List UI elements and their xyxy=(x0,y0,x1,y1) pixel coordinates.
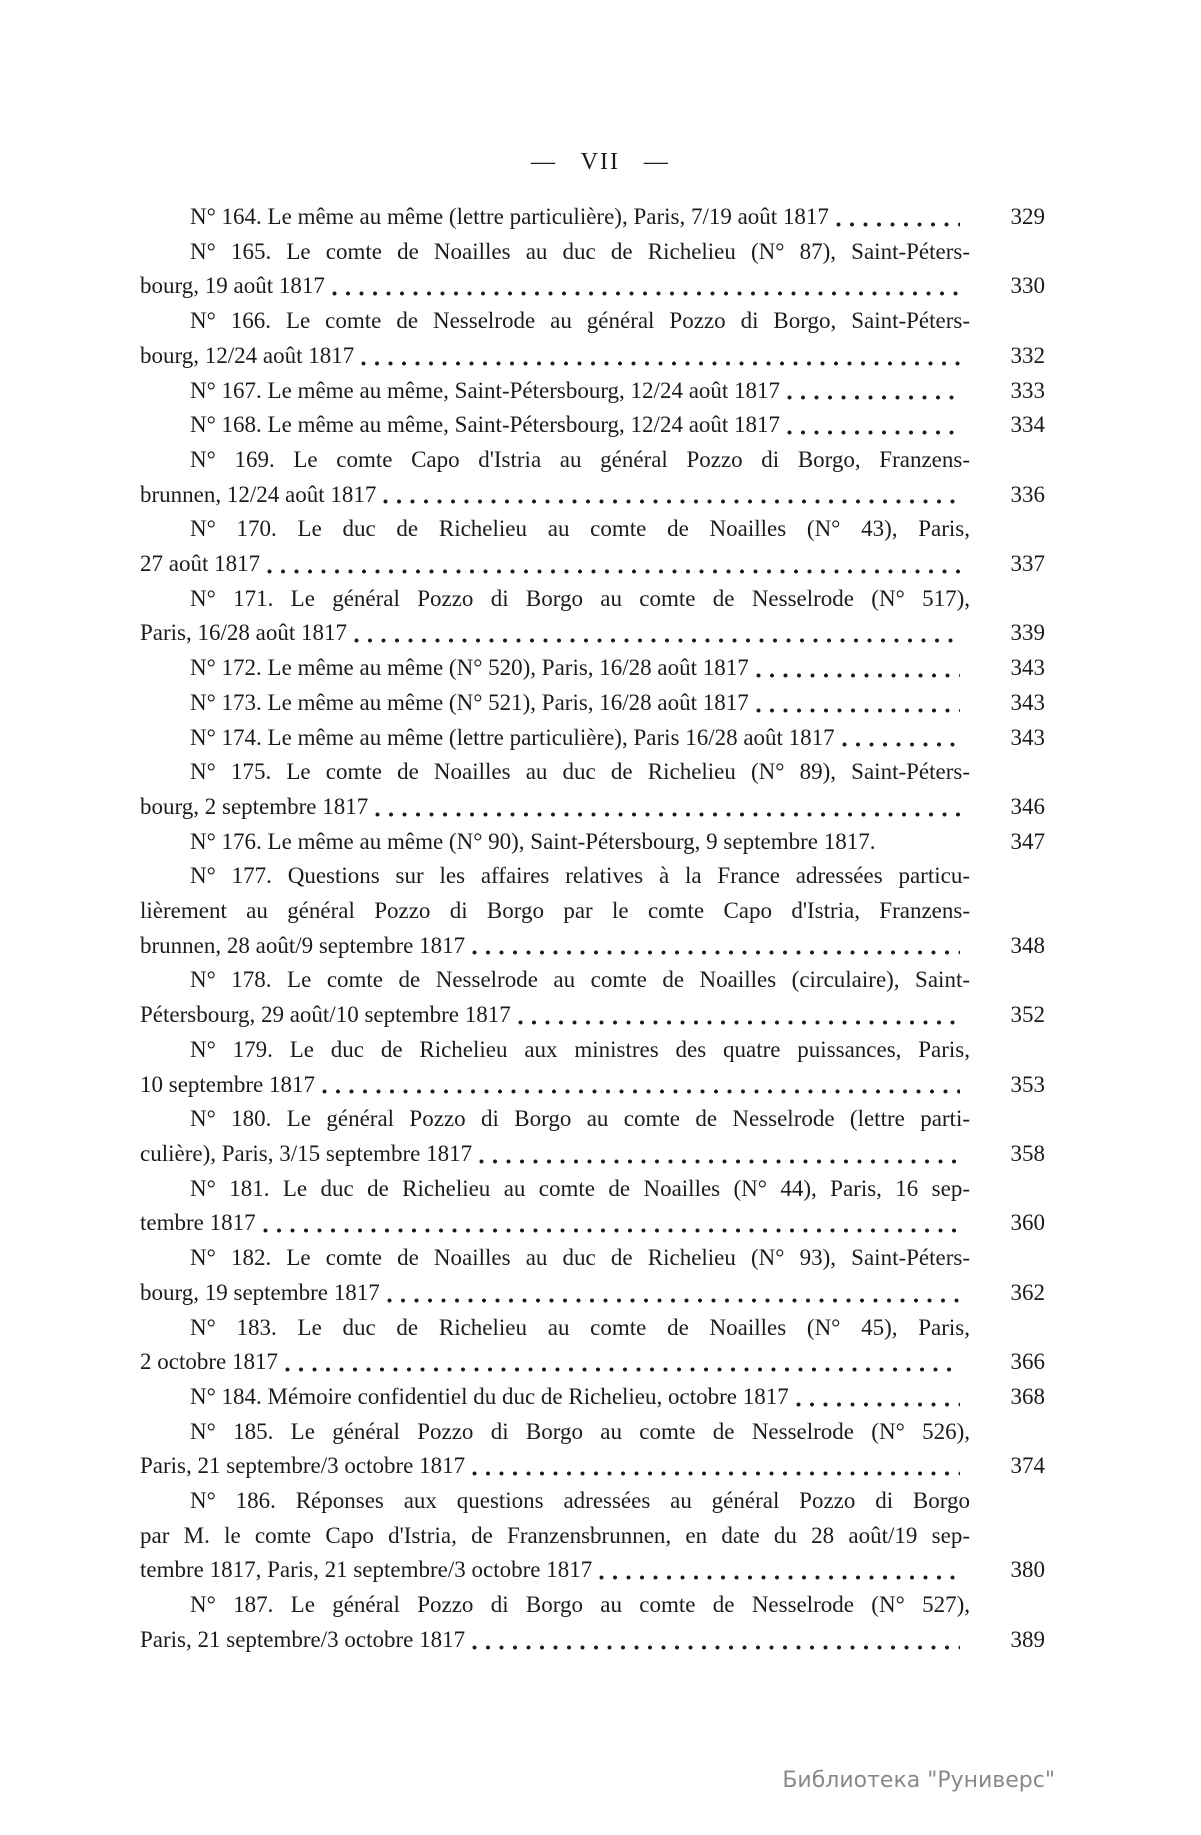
toc-line xyxy=(140,478,1045,513)
toc-line-text: bourg, 19 août 1817 xyxy=(140,273,325,299)
page-number: 353 xyxy=(1010,1071,1045,1097)
toc-line: N° 185. Le général Pozzo di Borgo au comte de Nesselrode (N° 526), xyxy=(190,1418,970,1444)
toc-line xyxy=(140,1137,1045,1172)
toc-line xyxy=(140,651,1045,686)
dot-leader xyxy=(842,742,960,747)
toc-line xyxy=(140,339,1045,374)
page-number: 339 xyxy=(1010,620,1045,646)
toc-line-text: N° 168. Le même au même, Saint-Pétersbourg, 12/24 août 1817 xyxy=(190,412,781,438)
toc-line: N° 183. Le duc de Richelieu au comte de Noailles (N° 45), Paris, xyxy=(190,1314,970,1340)
dot-leader xyxy=(375,812,960,817)
toc-line-text: bourg, 12/24 août 1817 xyxy=(140,342,355,368)
toc-line xyxy=(140,269,1045,304)
dot-leader xyxy=(322,1089,960,1094)
toc-line-text: bourg, 19 septembre 1817 xyxy=(140,1279,380,1305)
toc-line-text: 27 août 1817 xyxy=(140,551,261,577)
page-number: 343 xyxy=(1010,655,1045,681)
toc-line xyxy=(140,374,1045,409)
toc-line: N° 171. Le général Pozzo di Borgo au comte de Nesselrode (N° 517), xyxy=(190,585,970,611)
page-number: 352 xyxy=(1010,1002,1045,1028)
toc-line-text: N° 174. Le même au même (lettre particulière), Paris 16/28 août 1817 xyxy=(190,724,835,750)
toc-list xyxy=(140,200,1045,1658)
toc-line xyxy=(140,825,1045,860)
page-number: 374 xyxy=(1010,1453,1045,1479)
toc-line-text: tembre 1817 xyxy=(140,1210,256,1236)
toc-line: N° 179. Le duc de Richelieu aux ministres des quatre puissances, Paris, xyxy=(190,1036,970,1062)
library-watermark: Библиотека "Руниверс" xyxy=(782,1768,1055,1793)
toc-line-text: 2 octobre 1817 xyxy=(140,1349,278,1375)
leader-spacer xyxy=(882,825,960,852)
toc-line xyxy=(140,616,1045,651)
toc-line xyxy=(140,200,1045,235)
toc-line: N° 182. Le comte de Noailles au duc de Richelieu (N° 93), Saint-Péters- xyxy=(190,1245,970,1271)
toc-line: N° 186. Réponses aux questions adressées au général Pozzo di Borgo xyxy=(190,1488,970,1514)
dot-leader xyxy=(387,1298,960,1303)
toc-line xyxy=(140,929,1045,964)
page-number: 332 xyxy=(1010,342,1045,368)
toc-line-text: N° 176. Le même au même (N° 90), Saint-Pétersbourg, 9 septembre 1817. xyxy=(190,828,876,854)
toc-line xyxy=(140,790,1045,825)
toc-line xyxy=(140,686,1045,721)
toc-line-text: N° 164. Le même au même (lettre particulière), Paris, 7/19 août 1817 xyxy=(190,204,829,229)
toc-line-text: Paris, 21 septembre/3 octobre 1817 xyxy=(140,1453,466,1479)
toc-line-text: N° 173. Le même au même (N° 521), Paris, 16/28 août 1817 xyxy=(190,689,749,715)
toc-line xyxy=(140,1449,1045,1484)
page-number: 333 xyxy=(1010,377,1045,403)
toc-line xyxy=(140,1345,1045,1380)
toc-line: N° 177. Questions sur les affaires relatives à la France adressées particu- xyxy=(190,863,970,889)
toc-line: N° 165. Le comte de Noailles au duc de Richelieu (N° 87), Saint-Péters- xyxy=(190,238,970,264)
toc-line xyxy=(140,1553,1045,1588)
dot-leader xyxy=(787,395,960,400)
toc-line: lièrement au général Pozzo di Borgo par le comte Capo d'Istria, Franzens- xyxy=(140,898,970,924)
page-number: 348 xyxy=(1010,932,1045,958)
toc-line-text: bourg, 2 septembre 1817 xyxy=(140,793,369,819)
toc-line-text: N° 167. Le même au même, Saint-Pétersbourg, 12/24 août 1817 xyxy=(190,377,781,403)
toc-line-text: Paris, 16/28 août 1817 xyxy=(140,620,347,646)
toc-line xyxy=(140,721,1045,756)
page-number: 336 xyxy=(1010,481,1045,507)
toc-line xyxy=(140,998,1045,1033)
toc-line: N° 166. Le comte de Nesselrode au général Pozzo di Borgo, Saint-Péters- xyxy=(190,308,970,334)
page-number: 347 xyxy=(1010,828,1045,854)
dot-leader xyxy=(332,291,960,296)
page-number: 329 xyxy=(1010,204,1045,229)
toc-line: N° 169. Le comte Capo d'Istria au général Pozzo di Borgo, Franzens- xyxy=(190,446,970,472)
page-number: 346 xyxy=(1010,793,1045,819)
page-number: 360 xyxy=(1010,1210,1045,1236)
toc-line: N° 180. Le général Pozzo di Borgo au comte de Nesselrode (lettre parti- xyxy=(190,1106,970,1132)
page-number: 343 xyxy=(1010,689,1045,715)
toc-line-text: Pétersbourg, 29 août/10 septembre 1817 xyxy=(140,1002,511,1028)
toc-line: N° 178. Le comte de Nesselrode au comte de Noailles (circulaire), Saint- xyxy=(190,967,970,993)
dot-leader xyxy=(267,569,960,574)
page-number: 368 xyxy=(1010,1383,1045,1409)
dot-leader xyxy=(599,1575,960,1580)
dot-leader xyxy=(383,499,960,504)
page-number: 337 xyxy=(1010,551,1045,577)
dot-leader xyxy=(472,950,960,955)
toc-line xyxy=(140,1206,1045,1241)
dot-leader xyxy=(836,222,960,227)
page-number: 366 xyxy=(1010,1349,1045,1375)
dot-leader xyxy=(796,1402,960,1407)
page-number: 330 xyxy=(1010,273,1045,299)
page-number: 358 xyxy=(1010,1140,1045,1166)
toc-line xyxy=(140,1276,1045,1311)
toc-line: N° 175. Le comte de Noailles au duc de Richelieu (N° 89), Saint-Péters- xyxy=(190,759,970,785)
toc-line xyxy=(140,1068,1045,1103)
dot-leader xyxy=(285,1367,960,1372)
toc-line-text: culière), Paris, 3/15 septembre 1817 xyxy=(140,1140,473,1166)
dot-leader xyxy=(472,1471,960,1476)
toc-line-text: N° 184. Mémoire confidentiel du duc de Richelieu, octobre 1817 xyxy=(190,1383,789,1409)
toc-line-text: tembre 1817, Paris, 21 septembre/3 octobre 1817 xyxy=(140,1557,593,1583)
toc-line: N° 170. Le duc de Richelieu au comte de Noailles (N° 43), Paris, xyxy=(190,516,970,542)
page-number: 380 xyxy=(1010,1557,1045,1583)
dot-leader xyxy=(361,361,960,366)
toc-line xyxy=(140,408,1045,443)
dot-leader xyxy=(787,430,960,435)
toc-line xyxy=(140,1623,1045,1658)
page-number: 362 xyxy=(1010,1279,1045,1305)
dot-leader xyxy=(263,1228,960,1233)
dot-leader xyxy=(518,1020,960,1025)
toc-line-text: Paris, 21 septembre/3 octobre 1817 xyxy=(140,1626,466,1652)
toc-line-text: brunnen, 12/24 août 1817 xyxy=(140,481,377,507)
dot-leader xyxy=(479,1159,960,1164)
dot-leader xyxy=(354,638,960,643)
toc-line: N° 181. Le duc de Richelieu au comte de Noailles (N° 44), Paris, 16 sep- xyxy=(190,1175,970,1201)
dot-leader xyxy=(472,1645,960,1650)
toc-line-text: brunnen, 28 août/9 septembre 1817 xyxy=(140,932,466,958)
toc-line: par M. le comte Capo d'Istria, de Franzensbrunnen, en date du 28 août/19 sep- xyxy=(140,1522,970,1548)
toc-line: N° 187. Le général Pozzo di Borgo au comte de Nesselrode (N° 527), xyxy=(190,1592,970,1618)
toc-line-text: 10 septembre 1817 xyxy=(140,1071,316,1097)
page-number-header: — VII — xyxy=(531,149,670,175)
toc-line-text: N° 172. Le même au même (N° 520), Paris, 16/28 août 1817 xyxy=(190,655,749,681)
toc-line xyxy=(140,547,1045,582)
page-number: 343 xyxy=(1010,724,1045,750)
page-number: 334 xyxy=(1010,412,1045,438)
dot-leader xyxy=(756,673,960,678)
toc-line xyxy=(140,1380,1045,1415)
dot-leader xyxy=(756,708,960,713)
page-number: 389 xyxy=(1010,1626,1045,1652)
